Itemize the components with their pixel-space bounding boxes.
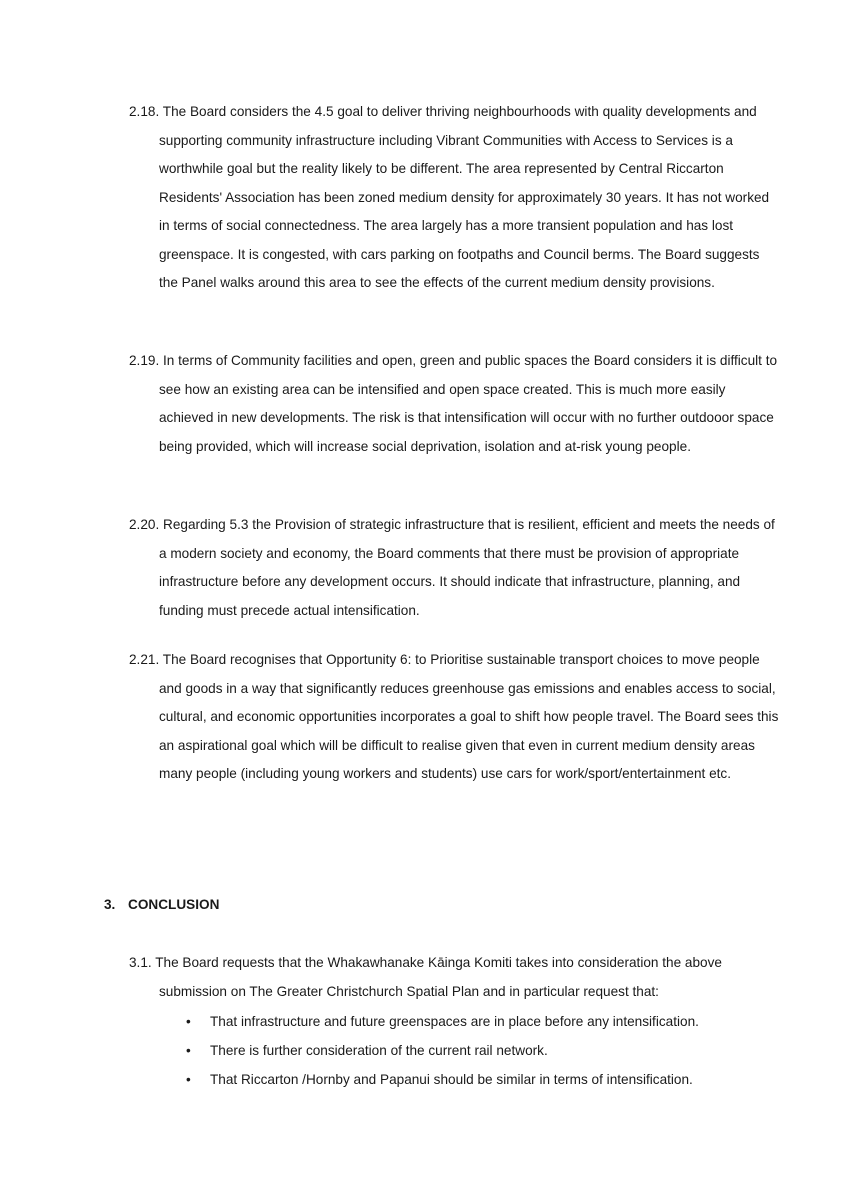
bullet-icon: • <box>186 1043 191 1058</box>
paragraph-2-20 <box>129 511 779 625</box>
paragraph-number: 2.21. <box>129 652 160 667</box>
paragraph-text: The Board requests that the Whakawhanake Kāinga Komiti takes into consideration the above submission on The Greater Christchurch Spatial Plan and in particular request that: <box>155 955 722 999</box>
paragraph-number: 2.20. <box>129 517 160 532</box>
section-heading-conclusion <box>104 893 219 917</box>
paragraph-number: 2.18. <box>129 104 160 119</box>
paragraph-3-1 <box>129 949 779 1006</box>
paragraph-2-21 <box>129 646 779 789</box>
bullet-icon: • <box>186 1072 191 1087</box>
paragraph-2-19 <box>129 347 779 461</box>
bullet-icon: • <box>186 1014 191 1029</box>
paragraph-text: The Board recognises that Opportunity 6: to Prioritise sustainable transport choices to move people and goods in a way that significantly reduces greenhouse gas emissions and enables access to social, cultural, and economic opportunities incorporates a goal to shift how people travel. The Board sees this an aspirational goal which will be difficult to realise given that even in current medium density areas many people (including young workers and students) use cars for work/sport/entertainment etc. <box>159 652 779 781</box>
list-item-text: There is further consideration of the current rail network. <box>210 1043 548 1058</box>
conclusion-bullet-list <box>159 1007 759 1094</box>
paragraph-text: In terms of Community facilities and open, green and public spaces the Board considers it is difficult to see how an existing area can be intensified and open space created. This is much more easily achieved in new developments. The risk is that intensification will occur with no further outdooor space being provided, which will increase social deprivation, isolation and at-risk young people. <box>159 353 778 454</box>
paragraph-text: Regarding 5.3 the Provision of strategic infrastructure that is resilient, efficient and meets the needs of a modern society and economy, the Board comments that there must be provision of appropriate infrastructure before any development occurs. It should indicate that infrastructure, planning, and funding must precede actual intensification. <box>159 517 775 618</box>
paragraph-number: 2.19. <box>129 353 160 368</box>
list-item-text: That Riccarton /Hornby and Papanui should be similar in terms of intensification. <box>210 1072 693 1087</box>
list-item <box>159 1007 759 1036</box>
section-title: CONCLUSION <box>128 897 220 912</box>
paragraph-text: The Board considers the 4.5 goal to deliver thriving neighbourhoods with quality developments and supporting community infrastructure including Vibrant Communities with Access to Services is a worthwhile goal but the reality likely to be different. The area represented by Central Riccarton Residents' Association has been zoned medium density for approximately 30 years. It has not worked in terms of social connectedness. The area largely has a more transient population and has lost greenspace. It is congested, with cars parking on footpaths and Council berms. The Board suggests the Panel walks around this area to see the effects of the current medium density provisions. <box>159 104 770 290</box>
paragraph-2-18 <box>129 98 779 298</box>
paragraph-number: 3.1. <box>129 955 152 970</box>
list-item <box>159 1065 759 1094</box>
list-item <box>159 1036 759 1065</box>
section-number: 3. <box>104 897 116 912</box>
list-item-text: That infrastructure and future greenspaces are in place before any intensification. <box>210 1014 699 1029</box>
